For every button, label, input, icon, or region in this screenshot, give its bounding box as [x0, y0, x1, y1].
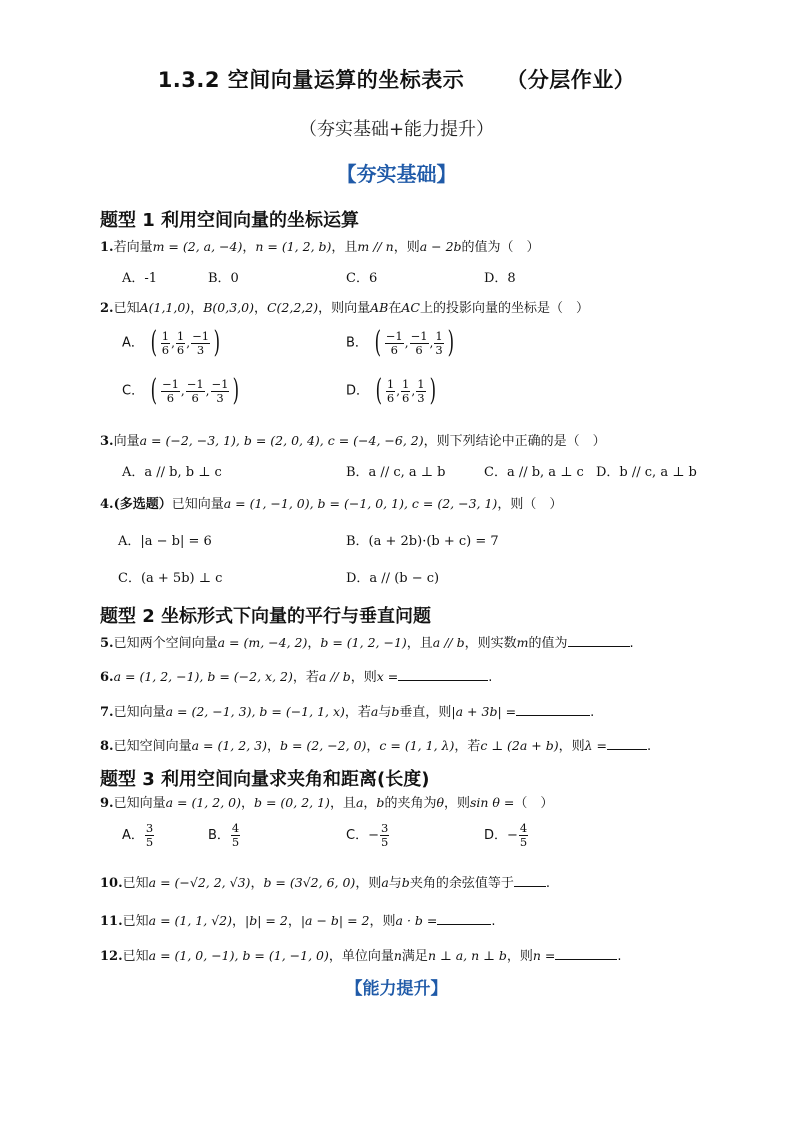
q1-option-b: B．0	[208, 271, 239, 286]
question-1: 1.若向量m = (2, a, −4)，n = (1, 2, b)，且m // n，则a − 2b的值为（ ）	[100, 239, 540, 255]
question-5: 5.已知两个空间向量a = (m, −4, 2)，b = (1, 2, −1)，且a // b，则实数m的值为 .	[100, 635, 634, 651]
q2-option-c: C． ( $\frac{-1}{6}$ , $\frac{-1}{6}$ , $\frac{-1}{3}$ )	[122, 373, 240, 408]
q9-option-a: A． $\frac{3}{5}$	[122, 821, 154, 849]
q3-option-c: C．a // b, a ⊥ c	[484, 465, 584, 480]
topic-heading-3: 题型 3 利用空间向量求夹角和距离(长度)	[100, 769, 430, 790]
section-advanced: 【能力提升】	[345, 979, 448, 999]
topic-heading-1: 题型 1 利用空间向量的坐标运算	[100, 210, 360, 231]
question-12: 12.已知a = (1, 0, −1), b = (1, −1, 0)，单位向量n满足n ⊥ a, n ⊥ b，则n = .	[100, 948, 622, 964]
q4-option-c: C．(a + 5b) ⊥ c	[118, 571, 223, 586]
question-9: 9.已知向量a = (1, 2, 0)，b = (0, 2, 1)，且a，b的夹角为θ，则sin θ =（ ）	[100, 795, 554, 811]
page-title	[0, 64, 793, 94]
q1-option-d: D．8	[484, 271, 516, 286]
q2-option-d: D． ( $\frac{1}{6}$ , $\frac{1}{6}$ , $\frac{1}{3}$ )	[346, 373, 436, 408]
question-3: 3.向量a = (−2, −3, 1), b = (2, 0, 4), c = (−4, −6, 2)，则下列结论中正确的是（ ）	[100, 433, 606, 449]
q4-option-a: A．|a − b| = 6	[118, 534, 212, 549]
q1-option-a: A．-1	[122, 271, 158, 286]
q3-option-d: D．b // c, a ⊥ b	[596, 465, 697, 480]
question-7: 7.已知向量a = (2, −1, 3), b = (−1, 1, x)，若a与b垂直，则|a + 3b| = .	[100, 704, 595, 720]
q9-option-d: D．− $\frac{4}{5}$	[484, 821, 528, 849]
title-main: 1.3.2 空间向量运算的坐标表示	[157, 68, 465, 92]
question-2: 2.已知A(1,1,0)，B(0,3,0)，C(2,2,2)，则向量AB在AC上的投影向量的坐标是（ ）	[100, 300, 589, 316]
question-4: 4.(多选题）已知向量a = (1, −1, 0), b = (−1, 0, 1), c = (2, −3, 1)，则（ ）	[100, 496, 563, 512]
topic-heading-2: 题型 2 坐标形式下向量的平行与垂直问题	[100, 606, 432, 627]
q3-option-a: A．a // b, b ⊥ c	[122, 465, 222, 480]
q2-option-b: B． ( $\frac{-1}{6}$ , $\frac{-1}{6}$ , $\frac{1}{3}$ )	[346, 325, 454, 360]
q4-option-b: B．(a + 2b)·(b + c) = 7	[346, 534, 499, 549]
q9-option-b: B． $\frac{4}{5}$	[208, 821, 240, 849]
q3-option-b: B．a // c, a ⊥ b	[346, 465, 446, 480]
question-6: 6.a = (1, 2, −1), b = (−2, x, 2)，若a // b，则x = .	[100, 669, 493, 685]
q9-option-c: C．− $\frac{3}{5}$	[346, 821, 389, 849]
question-10: 10.已知a = (−√2, 2, √3)，b = (3√2, 6, 0)，则a与b夹角的余弦值等于 .	[100, 875, 550, 891]
title-tag: （分层作业）	[506, 68, 636, 92]
question-11: 11.已知a = (1, 1, √2)，|b| = 2，|a − b| = 2，则a · b = .	[100, 913, 496, 929]
q1-option-c: C．6	[346, 271, 378, 286]
q2-option-a: A． ( $\frac{1}{6}$ , $\frac{1}{6}$ , $\frac{-1}{3}$ )	[122, 325, 221, 360]
section-basic: 【夯实基础】	[336, 162, 457, 186]
page-subtitle: （夯实基础+能力提升）	[298, 119, 495, 140]
q4-option-d: D．a // (b − c)	[346, 571, 440, 586]
question-8: 8.已知空间向量a = (1, 2, 3)，b = (2, −2, 0)，c = (1, 1, λ)，若c ⊥ (2a + b)，则λ = .	[100, 738, 652, 754]
